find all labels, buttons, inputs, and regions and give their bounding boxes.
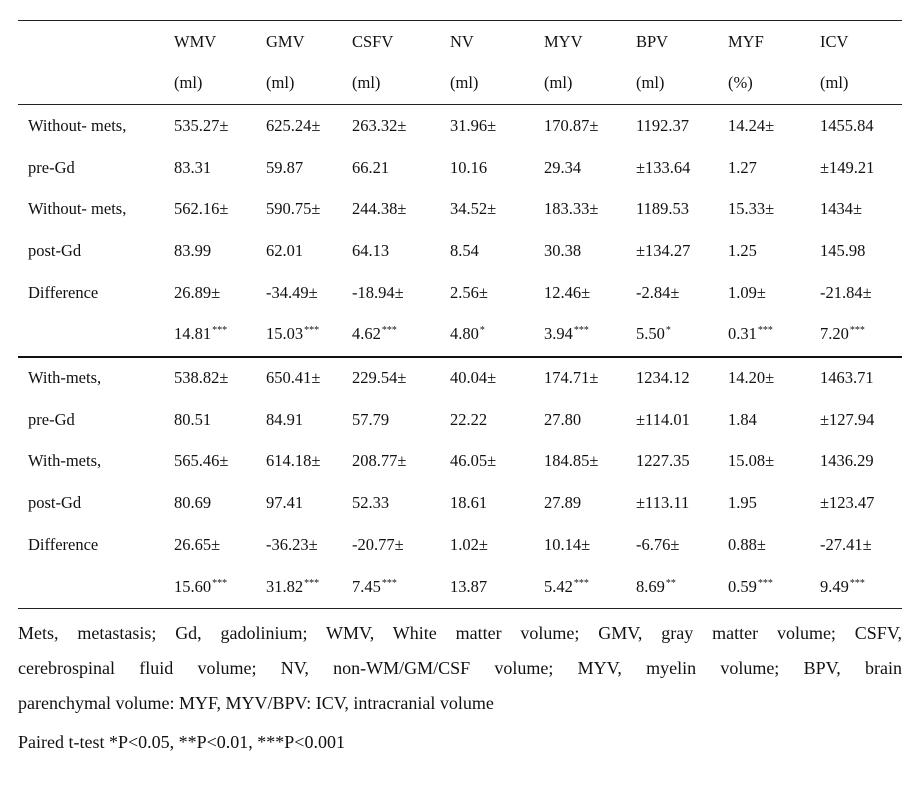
table-cell-text: -18.94± — [352, 282, 404, 302]
table-cell — [440, 105, 534, 147]
table-cell-text: 7.45 — [352, 576, 381, 596]
table-cell — [164, 399, 256, 441]
table-cell — [164, 566, 256, 608]
table-row — [18, 189, 902, 231]
row-label-text: With-mets, — [28, 368, 102, 388]
table-cell-text: 208.77± — [352, 451, 407, 471]
column-header — [342, 21, 440, 63]
table-cell-text: 263.32± — [352, 115, 407, 135]
table-cell-text: 52.33 — [352, 493, 390, 513]
table-cell — [342, 483, 440, 525]
significance-mark: *** — [757, 577, 773, 589]
table-cell — [256, 566, 342, 608]
table-cell-text: 0.88± — [728, 534, 766, 554]
table-cell-text: 1455.84 — [820, 115, 874, 135]
table-cell-text: 80.69 — [174, 493, 212, 513]
table-cell-text: 8.54 — [450, 241, 479, 261]
column-header — [810, 21, 902, 63]
table-cell-text: 12.46± — [544, 282, 591, 302]
table-cell-text: 26.89± — [174, 282, 221, 302]
volume-comparison-table — [18, 20, 902, 609]
significance-mark: *** — [573, 577, 589, 589]
table-cell — [256, 524, 342, 566]
table-cell-text: 27.89 — [544, 493, 582, 513]
table-cell — [164, 230, 256, 272]
table-cell-text: 562.16± — [174, 199, 229, 219]
column-header-text: WMV — [174, 31, 217, 51]
column-unit-text: (ml) — [636, 73, 665, 93]
table-cell-text: 83.31 — [174, 157, 212, 177]
table-cell — [626, 357, 718, 400]
table-cell — [718, 483, 810, 525]
row-label — [18, 314, 164, 357]
table-cell-text: ±149.21 — [820, 157, 875, 177]
table-cell-text: 80.51 — [174, 409, 212, 429]
table-cell-text: 5.42 — [544, 576, 573, 596]
table-cell-text: 59.87 — [266, 157, 304, 177]
table-cell-text: 83.99 — [174, 241, 212, 261]
table-cell — [256, 230, 342, 272]
table-cell-text: 14.24± — [728, 115, 775, 135]
table-cell-text: 183.33± — [544, 199, 599, 219]
table-cell — [342, 357, 440, 400]
table-cell-text: -2.84± — [636, 282, 680, 302]
column-header-text: CSFV — [352, 31, 394, 51]
table-cell-text: -21.84± — [820, 282, 872, 302]
table-cell-text: 14.81 — [174, 324, 212, 344]
header-row-labels — [18, 21, 902, 63]
table-footnotes — [18, 616, 902, 760]
table-cell-text: 145.98 — [820, 241, 866, 261]
column-unit — [164, 63, 256, 105]
table-cell — [256, 399, 342, 441]
column-unit-text: (%) — [728, 73, 753, 93]
significance-mark: *** — [212, 577, 228, 589]
table-cell — [534, 105, 626, 147]
table-cell — [534, 441, 626, 483]
table-cell-text: 7.20 — [820, 324, 849, 344]
significance-mark: *** — [381, 577, 397, 589]
table-cell — [718, 147, 810, 189]
table-cell-text: 22.22 — [450, 409, 488, 429]
table-cell-text: 565.46± — [174, 451, 229, 471]
table-cell-text: 1.95 — [728, 493, 757, 513]
table-cell-text: 590.75± — [266, 199, 321, 219]
column-header — [534, 21, 626, 63]
column-unit-text: (ml) — [544, 73, 573, 93]
table-cell-text: 4.62 — [352, 324, 381, 344]
table-cell-text: 535.27± — [174, 115, 229, 135]
table-cell — [626, 147, 718, 189]
table-cell-text: 15.33± — [728, 199, 775, 219]
significance-note: Paired t-test *P<0.05, **P<0.01, ***P<0.001 — [18, 732, 345, 752]
table-cell-text: 31.82 — [266, 576, 304, 596]
table-cell-text: 1436.29 — [820, 451, 874, 471]
table-cell-text: -20.77± — [352, 534, 404, 554]
table-cell — [810, 147, 902, 189]
table-cell-text: 174.71± — [544, 368, 599, 388]
column-unit — [626, 63, 718, 105]
column-header — [718, 21, 810, 63]
row-label — [18, 357, 164, 400]
row-label-text: Difference — [28, 282, 99, 302]
table-cell-text: 1434± — [820, 199, 863, 219]
row-label-text: With-mets, — [28, 451, 102, 471]
column-unit — [256, 63, 342, 105]
table-cell-text: 57.79 — [352, 409, 390, 429]
table-cell — [440, 189, 534, 231]
table-cell — [440, 272, 534, 314]
row-label — [18, 483, 164, 525]
table-cell-text: 1.84 — [728, 409, 757, 429]
table-cell — [718, 441, 810, 483]
row-label — [18, 105, 164, 147]
table-cell — [440, 399, 534, 441]
significance-mark: *** — [757, 325, 773, 337]
table-cell-text: 0.31 — [728, 324, 757, 344]
table-cell — [534, 524, 626, 566]
row-label — [18, 441, 164, 483]
table-cell-text: 15.60 — [174, 576, 212, 596]
table-cell — [342, 189, 440, 231]
table-cell — [342, 105, 440, 147]
column-header-text: MYV — [544, 31, 583, 51]
table-cell — [256, 105, 342, 147]
table-cell — [626, 314, 718, 357]
column-header — [440, 21, 534, 63]
table-cell — [810, 314, 902, 357]
table-cell — [718, 272, 810, 314]
table-cell-text: -27.41± — [820, 534, 872, 554]
table-cell — [440, 483, 534, 525]
table-cell — [626, 441, 718, 483]
table-cell — [342, 399, 440, 441]
table-cell-text: 18.61 — [450, 493, 488, 513]
table-cell-text: 0.59 — [728, 576, 757, 596]
column-unit — [440, 63, 534, 105]
significance-mark: *** — [212, 325, 228, 337]
row-label-text: Without- mets, — [28, 115, 127, 135]
table-cell — [534, 189, 626, 231]
table-cell-text: 1227.35 — [636, 451, 690, 471]
table-cell — [164, 357, 256, 400]
table-cell-text: ±134.27 — [636, 241, 691, 261]
column-unit-text: (ml) — [174, 73, 203, 93]
column-header-text: ICV — [820, 31, 849, 51]
table-cell — [810, 357, 902, 400]
column-header-text: NV — [450, 31, 474, 51]
table-cell-text: 229.54± — [352, 368, 407, 388]
table-cell — [626, 524, 718, 566]
table-cell-text: 64.13 — [352, 241, 390, 261]
table-cell — [810, 272, 902, 314]
table-cell-text: 31.96± — [450, 115, 497, 135]
table-cell — [810, 189, 902, 231]
table-cell-text: 14.20± — [728, 368, 775, 388]
table-cell-text: 10.16 — [450, 157, 488, 177]
table-cell-text: -6.76± — [636, 534, 680, 554]
table-cell-text: 27.80 — [544, 409, 582, 429]
table-cell-text: 184.85± — [544, 451, 599, 471]
table-cell — [810, 524, 902, 566]
table-cell-text: 9.49 — [820, 576, 849, 596]
row-label — [18, 230, 164, 272]
table-cell-text: 1.27 — [728, 157, 757, 177]
row-label-text: pre-Gd — [28, 409, 75, 429]
table-cell-text: ±113.11 — [636, 493, 690, 513]
table-cell — [256, 272, 342, 314]
table-cell-text: 15.03 — [266, 324, 304, 344]
significance-mark: *** — [381, 325, 397, 337]
table-cell — [342, 441, 440, 483]
table-cell — [342, 147, 440, 189]
abbreviation-note-line-2: cerebrospinal fluid volume; NV, non-WM/GM/CSF volume; MYV, myelin volume; BPV, brain — [18, 658, 902, 678]
table-cell-text: 62.01 — [266, 241, 304, 261]
table-cell — [440, 441, 534, 483]
table-cell — [534, 399, 626, 441]
table-cell-text: 46.05± — [450, 451, 497, 471]
table-cell — [256, 314, 342, 357]
table-cell-text: 26.65± — [174, 534, 221, 554]
row-label — [18, 524, 164, 566]
table-cell-text: 614.18± — [266, 451, 321, 471]
table-cell — [534, 147, 626, 189]
abbreviation-note-line-1: Mets, metastasis; Gd, gadolinium; WMV, White matter volume; GMV, gray matter volume; CSFV, — [18, 623, 902, 643]
significance-mark: *** — [849, 325, 865, 337]
table-row — [18, 441, 902, 483]
column-header-text: BPV — [636, 31, 669, 51]
table-cell-text: 1189.53 — [636, 199, 690, 219]
table-cell-text: 538.82± — [174, 368, 229, 388]
table-cell — [810, 483, 902, 525]
table-cell — [440, 524, 534, 566]
table-cell — [534, 230, 626, 272]
table-cell-text: ±123.47 — [820, 493, 875, 513]
column-unit-text: (ml) — [352, 73, 381, 93]
table-cell-text: 97.41 — [266, 493, 304, 513]
table-cell-text: -36.23± — [266, 534, 318, 554]
table-cell — [342, 524, 440, 566]
table-row-difference-sd — [18, 314, 902, 357]
column-header-text: GMV — [266, 31, 305, 51]
table-cell — [534, 314, 626, 357]
table-cell — [718, 357, 810, 400]
table-cell — [440, 566, 534, 608]
table-cell — [440, 147, 534, 189]
table-cell — [256, 189, 342, 231]
column-unit-text: (ml) — [266, 73, 295, 93]
table-cell — [718, 399, 810, 441]
table-cell-text: 30.38 — [544, 241, 582, 261]
table-cell-text: 1463.71 — [820, 368, 874, 388]
table-cell — [626, 566, 718, 608]
column-header — [626, 21, 718, 63]
row-label — [18, 189, 164, 231]
table-row — [18, 147, 902, 189]
table-cell — [342, 566, 440, 608]
table-cell — [626, 483, 718, 525]
table-cell — [534, 272, 626, 314]
table-row-difference-sd — [18, 566, 902, 608]
row-label — [18, 399, 164, 441]
table-cell — [718, 189, 810, 231]
column-unit — [534, 63, 626, 105]
table-cell — [342, 272, 440, 314]
table-cell — [718, 566, 810, 608]
table-cell-text: 1.02± — [450, 534, 488, 554]
table-cell — [534, 357, 626, 400]
table-cell — [718, 314, 810, 357]
table-cell — [256, 441, 342, 483]
table-cell-text: 15.08± — [728, 451, 775, 471]
table-row — [18, 105, 902, 147]
row-label-text: post-Gd — [28, 493, 82, 513]
table-cell-text: 34.52± — [450, 199, 497, 219]
row-label-text: pre-Gd — [28, 157, 75, 177]
significance-mark: *** — [573, 325, 589, 337]
table-cell — [164, 147, 256, 189]
significance-mark: *** — [304, 577, 320, 589]
table-cell-text: -34.49± — [266, 282, 318, 302]
table-cell — [440, 314, 534, 357]
row-label-text: Difference — [28, 534, 99, 554]
row-label-text: post-Gd — [28, 241, 82, 261]
table-cell-text: 5.50 — [636, 324, 665, 344]
table-cell — [164, 524, 256, 566]
table-cell — [534, 483, 626, 525]
table-cell-text: 244.38± — [352, 199, 407, 219]
row-label-text: Without- mets, — [28, 199, 127, 219]
column-unit-text: (ml) — [450, 73, 479, 93]
table-cell-text: 625.24± — [266, 115, 321, 135]
column-unit — [718, 63, 810, 105]
significance-mark: * — [479, 325, 485, 337]
abbreviation-note-line-3: parenchymal volume: MYF, MYV/BPV: ICV, intracranial volume — [18, 693, 494, 713]
table-cell-text: ±114.01 — [636, 409, 690, 429]
table-cell — [810, 441, 902, 483]
significance-mark: * — [665, 325, 671, 337]
column-unit — [342, 63, 440, 105]
table-cell-text: ±127.94 — [820, 409, 875, 429]
row-label — [18, 272, 164, 314]
table-cell — [256, 357, 342, 400]
column-header — [18, 21, 164, 63]
row-label — [18, 566, 164, 608]
table-row — [18, 399, 902, 441]
table-cell — [342, 314, 440, 357]
table-cell-text: 66.21 — [352, 157, 390, 177]
table-cell — [810, 105, 902, 147]
table-row — [18, 357, 902, 400]
table-cell-text: 4.80 — [450, 324, 479, 344]
table-cell — [534, 566, 626, 608]
header-row-units — [18, 63, 902, 105]
table-cell — [164, 314, 256, 357]
table-cell — [256, 147, 342, 189]
table-cell — [626, 105, 718, 147]
column-header — [164, 21, 256, 63]
table-cell — [626, 189, 718, 231]
table-cell — [164, 483, 256, 525]
table-row — [18, 483, 902, 525]
table-cell — [342, 230, 440, 272]
table-row — [18, 230, 902, 272]
significance-mark: *** — [849, 577, 865, 589]
table-cell-text: 8.69 — [636, 576, 665, 596]
table-cell — [626, 230, 718, 272]
table-cell-text: 84.91 — [266, 409, 304, 429]
row-label — [18, 147, 164, 189]
table-cell — [718, 524, 810, 566]
table-cell — [810, 230, 902, 272]
table-cell — [256, 483, 342, 525]
table-cell-text: 1234.12 — [636, 368, 690, 388]
table-cell — [626, 272, 718, 314]
table-cell-text: 3.94 — [544, 324, 573, 344]
table-cell — [164, 189, 256, 231]
table-cell-text: 10.14± — [544, 534, 591, 554]
column-unit — [18, 63, 164, 105]
table-cell-text: 1192.37 — [636, 115, 690, 135]
table-cell-text: 1.09± — [728, 282, 766, 302]
table-cell — [164, 441, 256, 483]
table-cell — [164, 105, 256, 147]
column-unit — [810, 63, 902, 105]
column-header — [256, 21, 342, 63]
table-cell — [718, 105, 810, 147]
table-cell-text: ±133.64 — [636, 157, 691, 177]
significance-mark: ** — [665, 577, 676, 589]
significance-mark: *** — [304, 325, 320, 337]
table-row — [18, 272, 902, 314]
table-cell — [718, 230, 810, 272]
table-cell-text: 170.87± — [544, 115, 599, 135]
table-cell-text: 13.87 — [450, 576, 488, 596]
table-cell-text: 40.04± — [450, 368, 497, 388]
table-cell — [164, 272, 256, 314]
table-cell — [440, 230, 534, 272]
table-cell — [626, 399, 718, 441]
column-unit-text: (ml) — [820, 73, 849, 93]
table-row — [18, 524, 902, 566]
table-cell-text: 1.25 — [728, 241, 757, 261]
table-cell — [810, 566, 902, 608]
table-cell-text: 650.41± — [266, 368, 321, 388]
table-cell — [810, 399, 902, 441]
table-cell — [440, 357, 534, 400]
column-header-text: MYF — [728, 31, 764, 51]
table-cell-text: 29.34 — [544, 157, 582, 177]
table-cell-text: 2.56± — [450, 282, 488, 302]
